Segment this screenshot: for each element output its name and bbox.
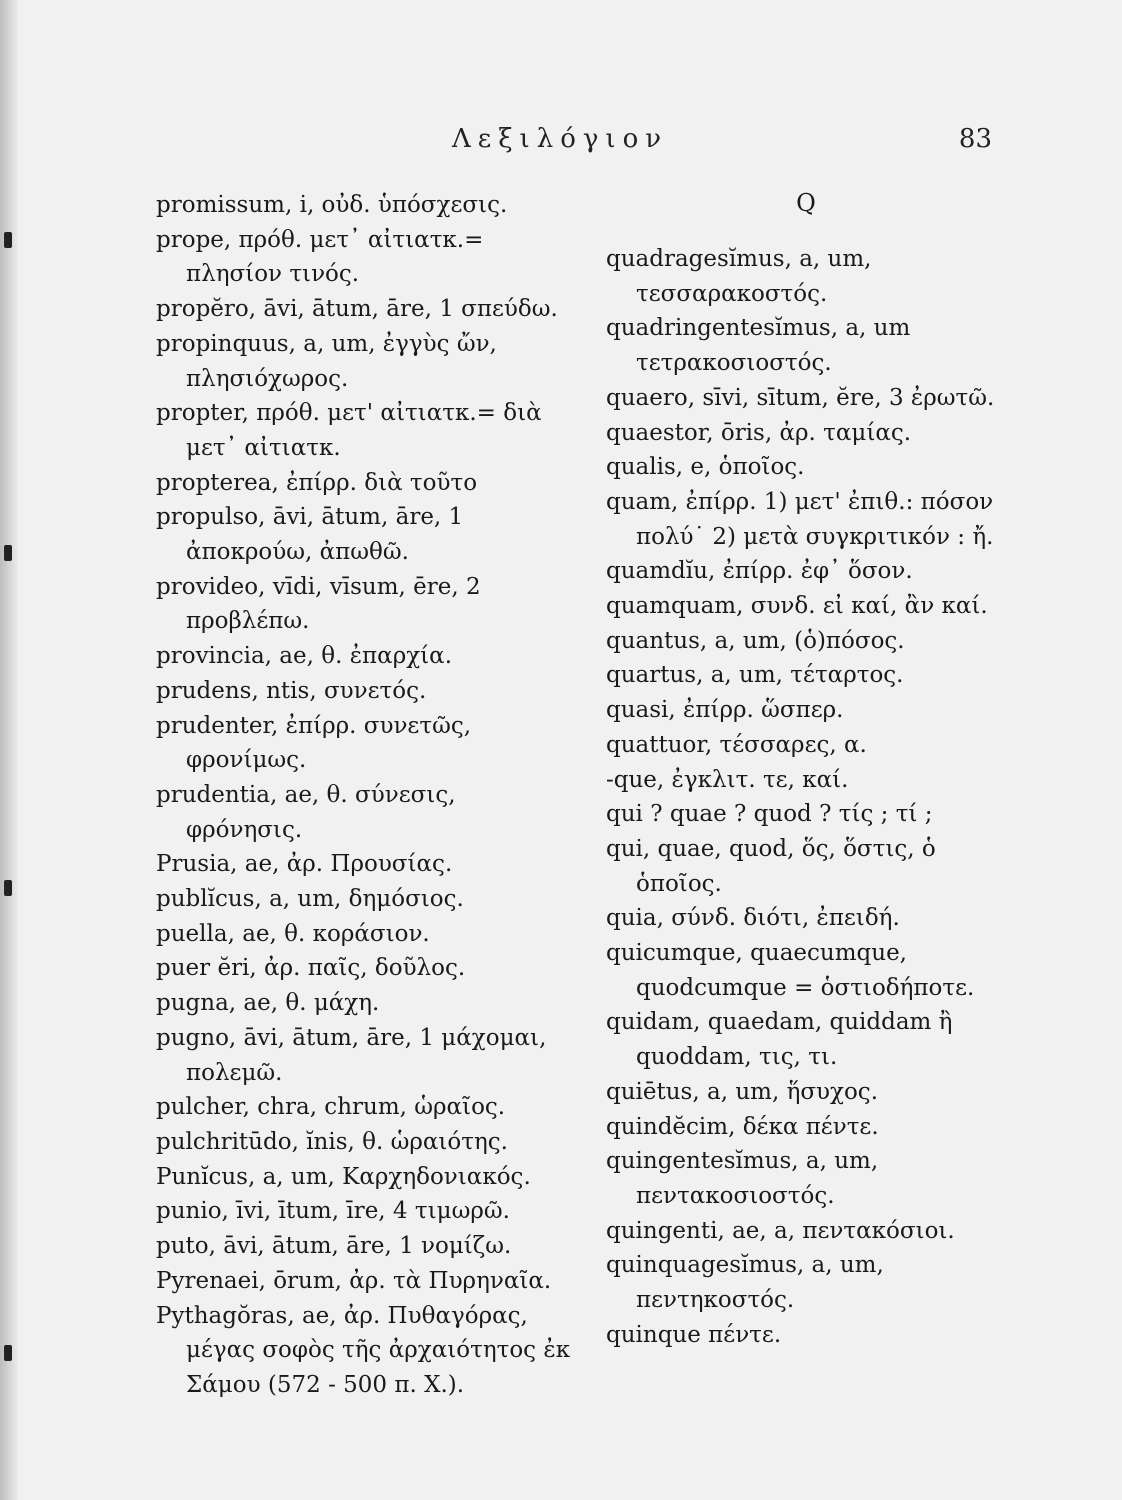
entry: quantus, a, um, (ὁ)πόσος. [606,627,905,654]
entry: qui ? quae ? quod ? τίς ; τί ; [606,801,933,828]
entry: quadringentesĭmus, a, um τετρακοσιοστός. [606,315,911,377]
binding-hole [4,232,12,248]
entry: promissum, i, οὐδ. ὑπόσχεσις. [156,192,508,218]
entry: quindĕcim, δέκα πέντε. [606,1113,879,1140]
entry: quinque πέντε. [606,1321,782,1348]
entry: quicumque, quaecumque, quodcumque = ὁστιοδήποτε. [606,940,975,1001]
entry: puer ĕri, ἀρ. παῖς, δοῦλος. [156,955,466,982]
entry: quamquam, συνδ. εἰ καί, ἂν καί. [606,593,988,620]
entry: propinquus, a, um, ἐγγὺς ὤν, πλησιόχωρος. [156,330,497,392]
entry: propĕro, āvi, ātum, āre, 1 σπεύδω. [156,296,558,323]
page-edge [0,0,18,1500]
entry: puella, ae, θ. κοράσιον. [156,920,430,947]
entry: propterea, ἐπίρρ. διὰ τοῦτο [156,469,478,496]
page-title: Λεξιλόγιον [451,124,669,154]
entry: qui, quae, quod, ὅς, ὅστις, ὁ ὁποῖος. [606,835,936,897]
entry: quingenti, ae, a, πεντακόσιοι. [606,1217,955,1244]
entry: pulchritūdo, ĭnis, θ. ὡραιότης. [156,1128,508,1155]
right-column [606,186,1006,1353]
entry: pugna, ae, θ. μάχη. [156,990,380,1017]
entry: quidam, quaedam, quiddam ἢ quoddam, τις, τι. [606,1009,953,1071]
section-letter: Q [796,189,816,217]
entry: Prusia, ae, ἀρ. Προυσίας. [156,851,453,878]
entry: publĭcus, a, um, δημόσιος. [156,886,464,913]
binding-hole [4,1345,12,1361]
entry: quasi, ἐπίρρ. ὥσπερ. [606,697,844,724]
entry: prudenter, ἐπίρρ. συνετῶς, φρονίμως. [156,712,472,774]
page-number: 83 [958,124,992,154]
entry: propter, πρόθ. μετ' αἰτιατκ.= διὰ μετ᾽ αἰτιατκ. [156,400,542,461]
entry: prudentia, ae, θ. σύνεσις, φρόνησις. [156,781,456,843]
entry: provincia, ae, θ. ἐπαρχία. [156,643,453,670]
entry: quattuor, τέσσαρες, α. [606,731,867,758]
entry: quam, ἐπίρρ. 1) μετ' ἐπιθ.: πόσον πολύ˙ 2) μετὰ συγκριτικόν : ἤ. [606,488,994,550]
binding-hole [4,545,12,561]
entry: propulso, āvi, ātum, āre, 1 ἀποκρούω, ἀπωθῶ. [156,504,464,566]
entry: puto, āvi, ātum, āre, 1 νομίζω. [156,1233,512,1260]
entry: qualis, e, ὁποῖος. [606,454,805,481]
entry: quaero, sīvi, sītum, ĕre, 3 ἐρωτῶ. [606,384,995,411]
entry: quadragesĭmus, a, um, τεσσαρακοστός. [606,246,872,307]
entry: quaestor, ōris, ἀρ. ταμίας. [606,419,912,446]
entry: quingentesĭmus, a, um, πεντακοσιοστός. [606,1148,879,1209]
entry: punio, īvi, ītum, īre, 4 τιμωρῶ. [156,1198,510,1225]
entry: Pyrenaei, ōrum, ἀρ. τὰ Πυρηναῖα. [156,1267,552,1294]
entry: provideo, vīdi, vīsum, ēre, 2 προβλέπω. [156,573,481,635]
entry: prudens, ntis, συνετός. [156,677,427,704]
left-column [156,188,576,1403]
entry: quartus, a, um, τέταρτος. [606,662,904,689]
entry: quinquagesĭmus, a, um, πεντηκοστός. [606,1252,884,1314]
binding-hole [4,880,12,896]
entry: quamdĭu, ἐπίρρ. ἐφ᾽ ὅσον. [606,558,913,585]
entry: pulcher, chra, chrum, ὡραῖος. [156,1094,506,1121]
entry: Punĭcus, a, um, Καρχηδονιακός. [156,1163,531,1190]
entry: quia, σύνδ. διότι, ἐπειδή. [606,905,900,932]
entry: -que, ἐγκλιτ. τε, καί. [606,766,849,793]
entry: prope, πρόθ. μετ᾽ αἰτιατκ.= πλησίον τινός. [156,226,484,288]
entry: quiētus, a, um, ἥσυχος. [606,1078,879,1105]
entry: Pythagŏras, ae, ἀρ. Πυθαγόρας, μέγας σοφὸς τῆς ἀρχαιότητος ἐκ Σάμου (572 - 500 π. Χ.). [156,1302,571,1398]
entry: pugno, āvi, ātum, āre, 1 μάχομαι, πολεμῶ. [156,1024,547,1086]
